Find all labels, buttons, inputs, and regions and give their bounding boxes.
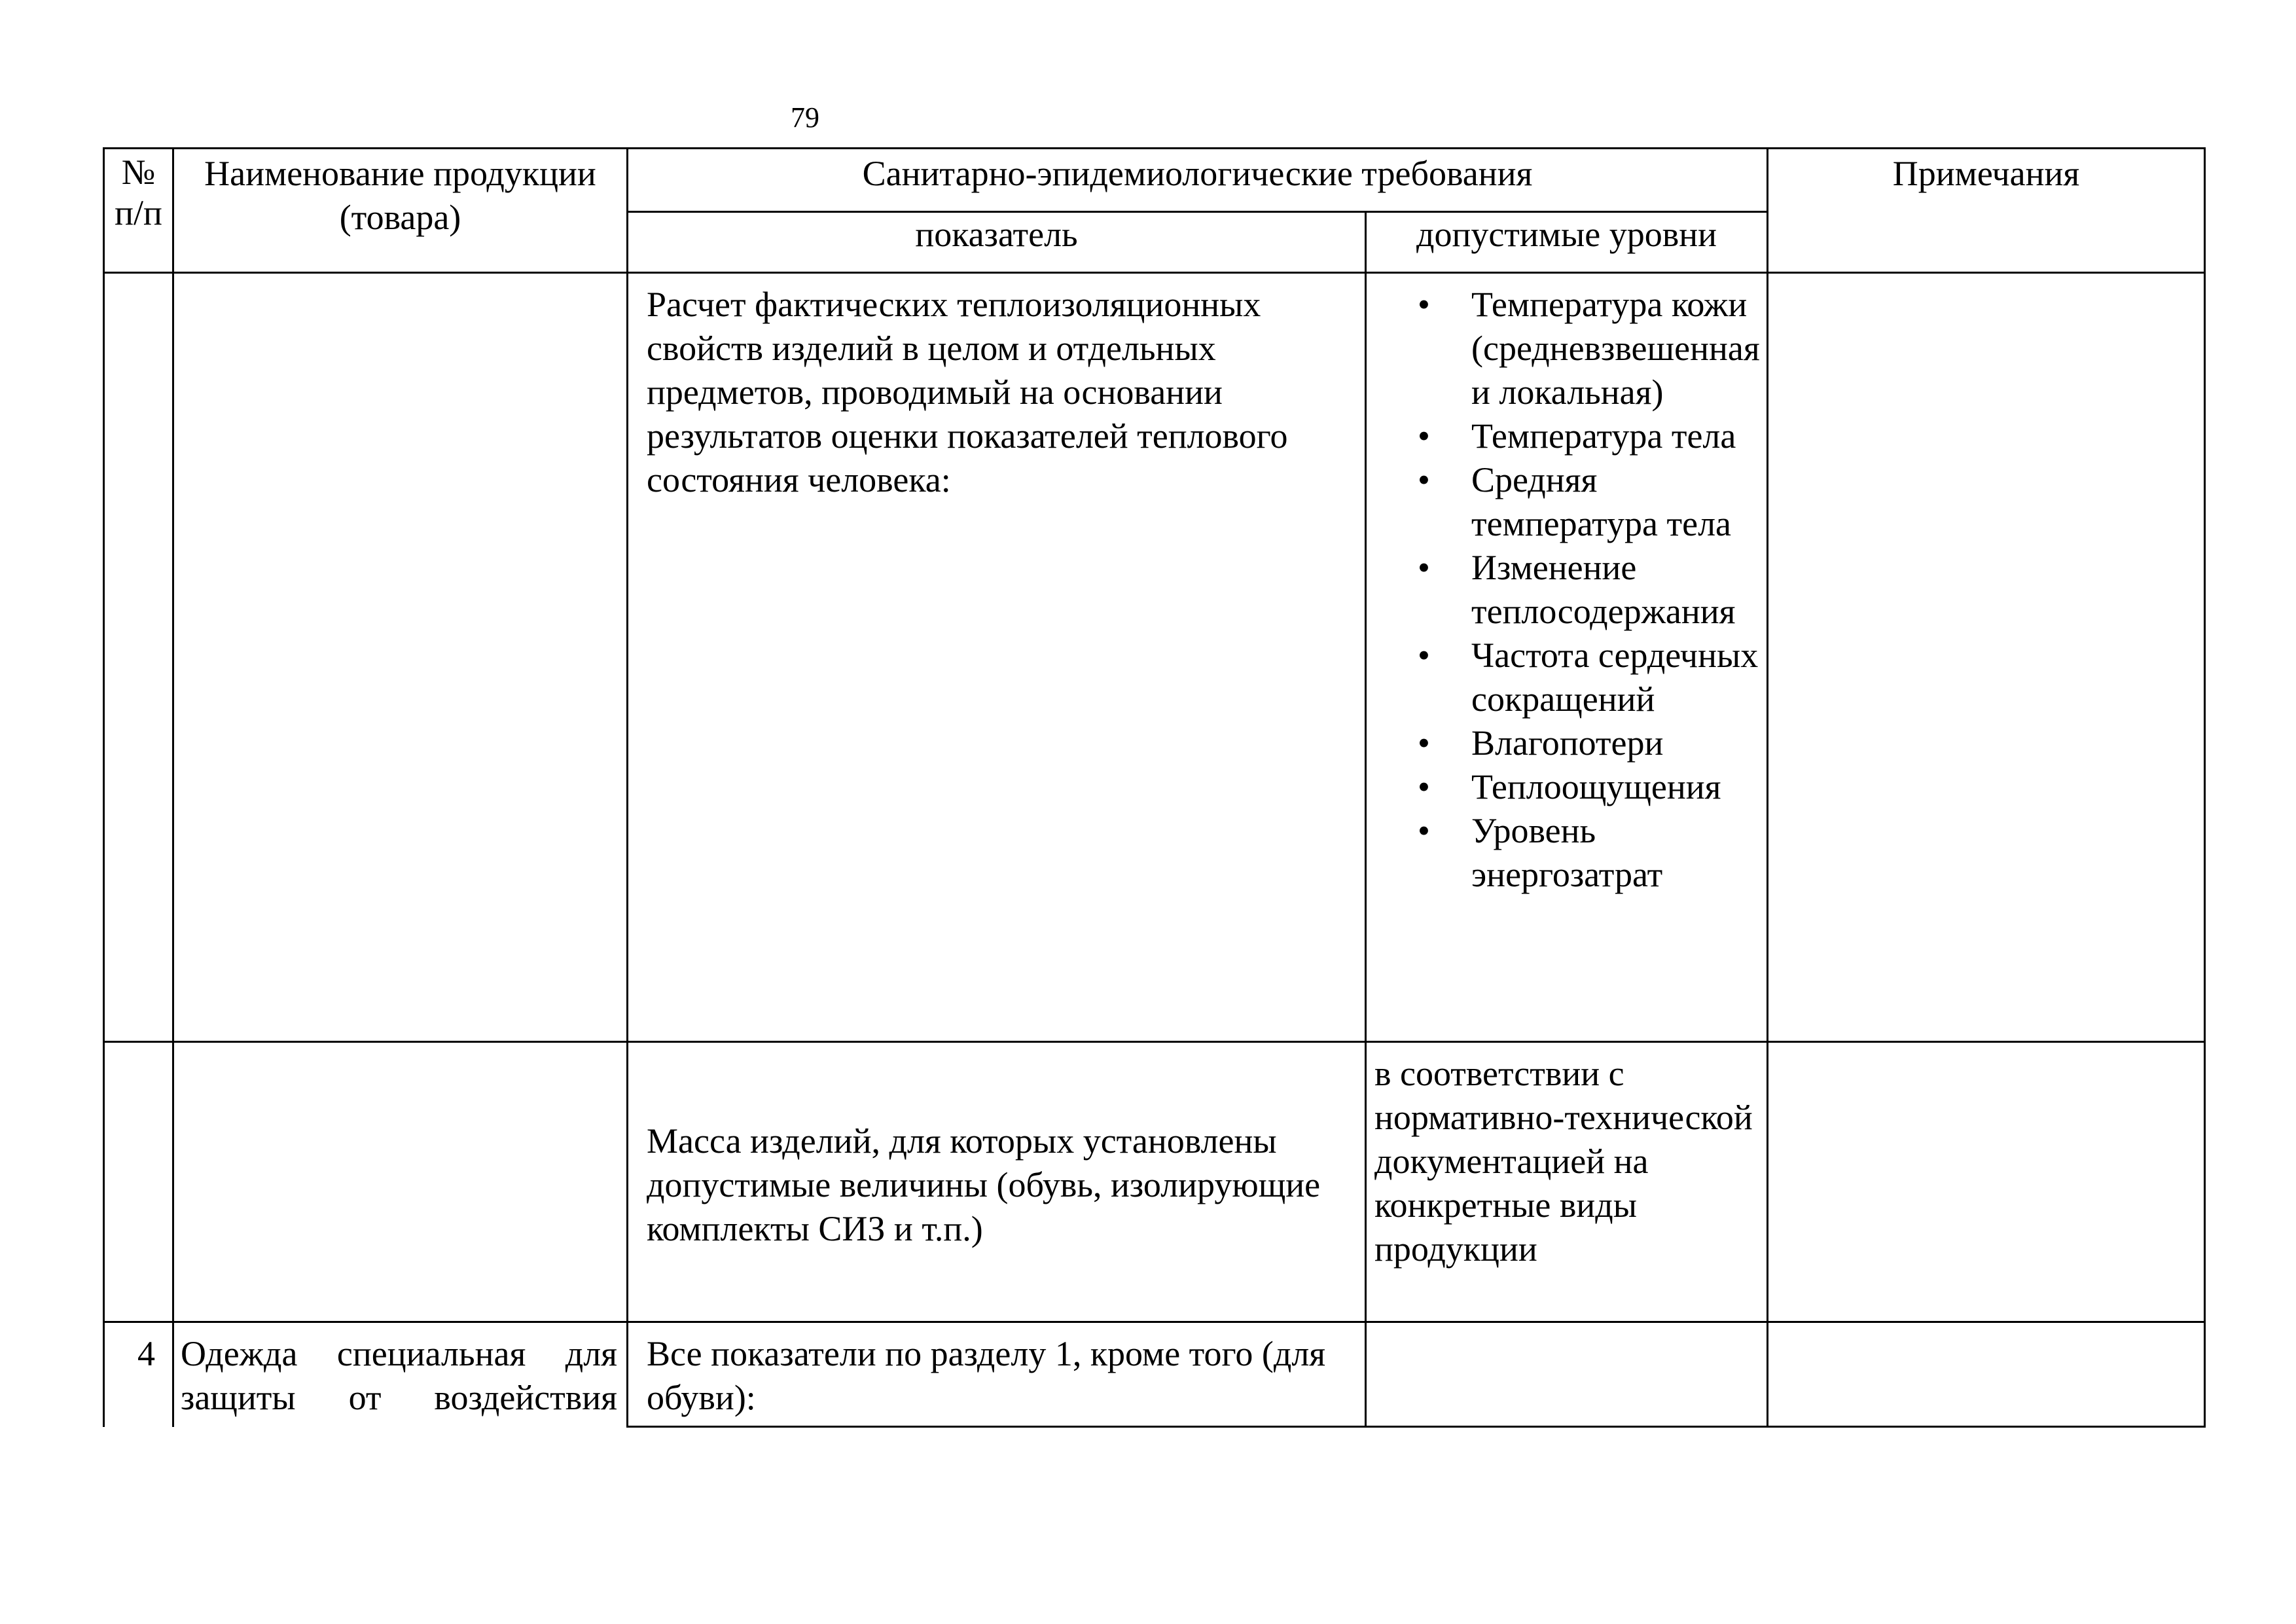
table-row xyxy=(104,1042,2205,1322)
list-item: • Температура кожи (средневзвешенная и локальная) xyxy=(1367,283,1767,414)
levels-cell xyxy=(1366,1042,1768,1322)
indicator-cell xyxy=(628,1042,1366,1322)
notes-cell xyxy=(1768,1042,2205,1322)
list-item: • Средняя температура тела xyxy=(1367,458,1767,546)
row-name-cell xyxy=(173,1042,628,1322)
header-notes: Примечания xyxy=(1768,149,2205,273)
page-number: 79 xyxy=(791,101,819,134)
row-name-cell xyxy=(173,273,628,1042)
table-row xyxy=(104,1322,2205,1427)
levels-cell xyxy=(1366,1322,1768,1427)
header-product-name xyxy=(173,149,628,273)
table-row xyxy=(104,273,2205,1042)
levels-list xyxy=(1367,274,1767,897)
row-name-cell xyxy=(173,1322,628,1427)
header-levels: допустимые уровни xyxy=(1366,212,1768,273)
list-item: • Температура тела xyxy=(1367,414,1767,458)
list-item: • Влагопотери xyxy=(1367,721,1767,765)
list-item: • Частота сердечных сокращений xyxy=(1367,634,1767,721)
notes-cell xyxy=(1768,1322,2205,1427)
levels-text: в соответствии с нормативно-технической документацией на конкретные виды продукции xyxy=(1374,1054,1753,1269)
row-num-cell xyxy=(104,273,173,1042)
row-name-text: Одежда специальная для защиты от воздействия xyxy=(181,1334,617,1417)
row-num-cell xyxy=(104,1042,173,1322)
requirements-table xyxy=(103,147,2206,1428)
notes-cell xyxy=(1768,273,2205,1042)
indicator-text: Все показатели по разделу 1, кроме того (для обуви): xyxy=(647,1334,1326,1417)
header-product-name-text: Наименование продукции (товара) xyxy=(204,154,596,237)
list-item: • Теплоощущения xyxy=(1367,765,1767,809)
header-num: № п/п xyxy=(104,149,173,273)
indicator-text: Масса изделий, для которых установлены допустимые величины (обувь, изолирующие комплекты СИЗ и т.п.) xyxy=(647,1121,1321,1248)
header-requirements: Санитарно-эпидемиологические требования xyxy=(628,149,1768,212)
indicator-cell xyxy=(628,273,1366,1042)
levels-cell xyxy=(1366,273,1768,1042)
row-num-cell: 4 xyxy=(104,1322,173,1427)
header-indicator: показатель xyxy=(628,212,1366,273)
indicator-cell xyxy=(628,1322,1366,1427)
list-item: • Изменение теплосодержания xyxy=(1367,546,1767,634)
indicator-text: Расчет фактических теплоизоляционных свойств изделий в целом и отдельных предметов, проводимый на основании результатов оценки показателей теплового состояния человека: xyxy=(647,285,1288,499)
list-item: • Уровень энергозатрат xyxy=(1367,809,1767,897)
